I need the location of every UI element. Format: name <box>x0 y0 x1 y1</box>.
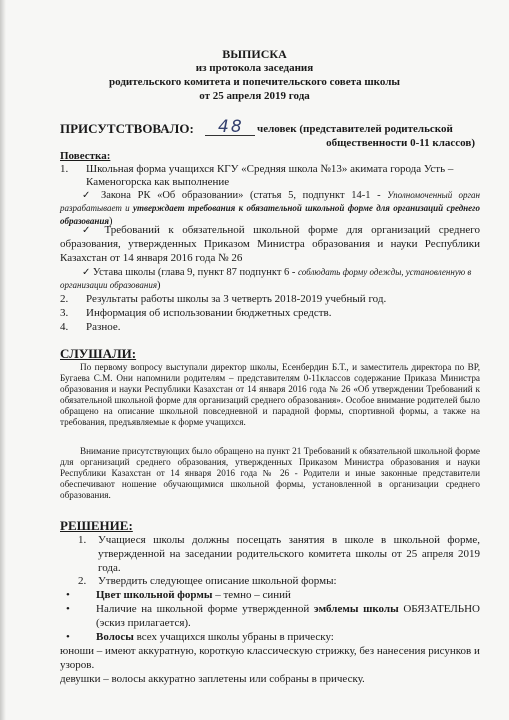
bullet-color-bold: Цвет школьной формы <box>96 589 213 601</box>
hair-girls: девушки – волосы аккуратно заплетены или собраны в прическу. <box>60 673 365 685</box>
agenda-item-3-text: Информация об использовании бюджетных средств. <box>86 307 332 319</box>
bullet-emblem-text: Наличие на школьной форме утвержденной <box>96 603 314 615</box>
bullet-hair <box>66 631 480 644</box>
bullet-color <box>66 589 480 602</box>
decision-title: РЕШЕНИЕ: <box>60 518 133 533</box>
agenda-item-4 <box>60 321 480 334</box>
check-3-close: ) <box>157 279 161 291</box>
agenda-item-3-number: 3. <box>60 307 69 319</box>
hair-boys: юноши – имеют аккуратную, короткую классическую стрижку, без нанесения рисунков и узоров. <box>60 645 480 671</box>
document-title: ВЫПИСКА <box>222 47 287 61</box>
agenda-item-1-text: Школьная форма учащихся КГУ «Средняя школа №13» акимата города Усть – Каменогорска как выполнение <box>86 163 454 189</box>
attendance-label: ПРИСУТСТВОВАЛО: <box>60 121 194 136</box>
decision-item-2-number: 2. <box>78 575 87 587</box>
bullet-icon: • <box>66 589 70 601</box>
agenda-item-2-text: Результаты работы школы за 3 четверть 2018-2019 учебный год. <box>86 293 387 305</box>
subtitle-line-1: из протокола заседания <box>195 62 314 74</box>
decision-item-1-text: Учащиеся школы должны посещать занятия в школе в школьной форме, утвержденной на заседании родительского комитета школы от 25 апреля 2019 года. <box>98 534 480 574</box>
bullet-color-text: – темно – синий <box>212 589 291 601</box>
heard-paragraph-2: Внимание присутствующих было обращено на пункт 21 Требований к обязательной школьной форме для организаций среднего образования, утвержденных Приказом Министра образования и науки Республики Казахстан от 14 января 2016 года № 26 - Родители и иные законные представители обеспечивают ношение обучающимися школьной формы, установленной в организации среднего образования. <box>60 446 480 501</box>
check-1-close: ) <box>108 215 113 227</box>
subtitle-line-2: родительского комитета и попечительского совета школы <box>109 76 400 88</box>
bullet-hair-bold: Волосы <box>96 631 134 643</box>
agenda-check-3 <box>60 267 480 293</box>
agenda-check-2 <box>60 224 480 265</box>
agenda-item-4-text: Разное. <box>86 321 121 333</box>
attendance-suffix-1: человек (представителей родительской <box>257 123 453 135</box>
decision-item-1-number: 1. <box>78 534 87 546</box>
checkmark-icon: ✓ <box>82 190 101 201</box>
decision-item-2-text: Утвердить следующее описание школьной формы: <box>98 575 337 587</box>
decision-item-2 <box>78 575 480 588</box>
agenda-title: Повестка: <box>60 150 111 162</box>
agenda-item-3 <box>60 307 480 320</box>
checkmark-icon: ✓ <box>82 225 105 236</box>
check-2-text: Требований к обязательной школьной форме для организаций среднего образования, утвержденных Приказом Министра образования и науки Республики Казахстан от 14 января 2016 года № 26 <box>60 224 480 264</box>
heard-paragraph-1: По первому вопросу выступали директор школы, Есенбердин Б.Т., и заместитель директора по ВР, Бугаева С.М. Они напомнили родителям – представителям 0-11классов содержание Приказа Министра образования и науки Республики Казахстан от 14 января 2016 года № 26 «Об утверждении Требований к обязательной школьной форме для организаций среднего образования». Особое внимание родителей было обращено на описание школьной повседневной и парадной формы, спортивной формы, а также на требования, предъявляемые к форме учащихся. <box>60 362 480 428</box>
agenda-check-1 <box>60 190 480 228</box>
agenda-item-1 <box>60 163 480 190</box>
agenda-item-1-number: 1. <box>60 163 69 175</box>
bullet-emblem-bold: эмблемы школы <box>313 603 399 615</box>
check-1-text: Закона РК «Об образовании» (статья 5, подпункт 14-1 - <box>100 190 388 201</box>
agenda-item-2-number: 2. <box>60 293 69 305</box>
check-1-bold-italic: утверждает требования к обязательной школьной форме для организаций среднего образования <box>60 202 480 226</box>
bullet-hair-text: всех учащихся школы убраны в прическу: <box>133 631 334 643</box>
check-3-text: Устава школы (глава 9, пункт 87 подпункт 6 - <box>92 267 299 278</box>
bullet-emblem-rest: ОБЯЗАТЕЛЬНО (эскиз прилагается). <box>96 603 481 629</box>
attendance-suffix-2: общественности 0-11 классов) <box>326 137 475 149</box>
subtitle-line-3: от 25 апреля 2019 года <box>199 90 310 102</box>
check-3-italic: соблюдать форму одежды, установленную в организации образования <box>60 267 472 290</box>
check-1-italic: Уполномоченный орган разрабатывает и <box>60 190 480 213</box>
decision-item-1 <box>78 534 480 575</box>
heard-title: СЛУШАЛИ: <box>60 346 137 361</box>
agenda-item-4-number: 4. <box>60 321 69 333</box>
bullet-icon: • <box>66 631 70 643</box>
checkmark-icon: ✓ <box>82 267 93 278</box>
bullet-emblem <box>66 603 480 631</box>
agenda-item-2 <box>60 293 480 306</box>
bullet-icon: • <box>66 603 70 615</box>
attendance-count: 48 <box>218 117 244 137</box>
